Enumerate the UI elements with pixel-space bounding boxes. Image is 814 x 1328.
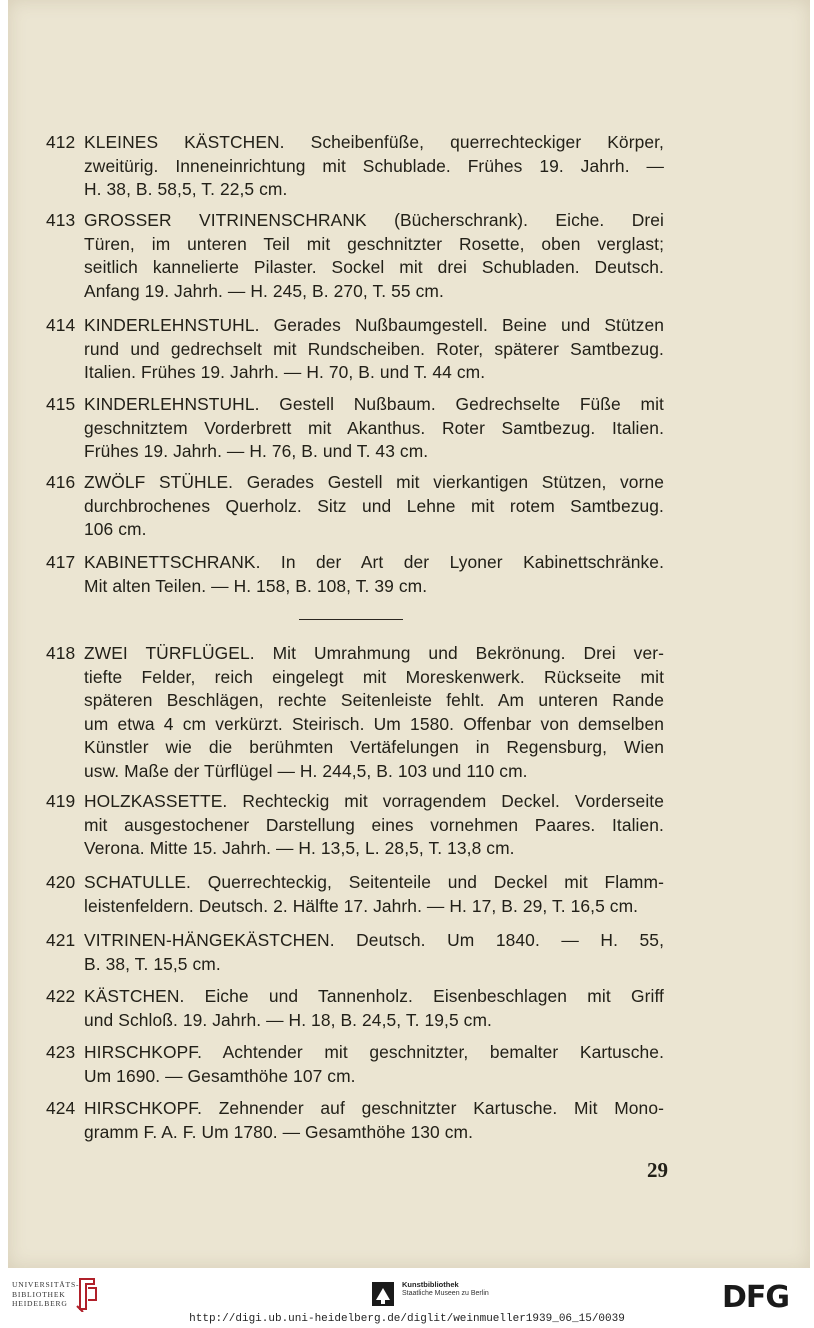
entry-line: KINDERLEHNSTUHL. Gestell Nußbaum. Gedrechselte Füße mit <box>84 394 664 414</box>
entry-line: und Schloß. 19. Jahrh. — H. 18, B. 24,5, T. 19,5 cm. <box>84 1009 492 1030</box>
entry-description <box>84 1097 664 1144</box>
entry-line: tiefte Felder, reich eingelegt mit Moreskenwerk. Rückseite mit <box>84 666 664 687</box>
entry-line: ZWÖLF STÜHLE. Gerades Gestell mit vierkantigen Stützen, vorne <box>84 472 664 492</box>
entry-number: 413 <box>46 210 76 230</box>
entry-line: usw. Maße der Türflügel — H. 244,5, B. 103 und 110 cm. <box>84 760 528 781</box>
entry-number: 414 <box>46 315 76 335</box>
entry-line: durchbrochenes Querholz. Sitz und Lehne mit rotem Samtbezug. <box>84 495 664 516</box>
entry-line: leistenfeldern. Deutsch. 2. Hälfte 17. Jahrh. — H. 17, B. 29, T. 16,5 cm. <box>84 895 639 916</box>
entry-line: HOLZKASSETTE. Rechteckig mit vorragendem Deckel. Vorderseite <box>84 791 664 811</box>
ub-emblem-icon <box>74 1276 100 1312</box>
kunstbibliothek-title: Kunstbibliothek <box>402 1280 459 1289</box>
entry-number: 418 <box>46 643 76 663</box>
entry-line: Mit alten Teilen. — H. 158, B. 108, T. 39 cm. <box>84 575 428 596</box>
entry-line: GROSSER VITRINENSCHRANK (Bücherschrank). Eiche. Drei <box>84 210 664 230</box>
entry-line: KÄSTCHEN. Eiche und Tannenholz. Eisenbeschlagen mit Griff <box>84 986 664 1006</box>
entry-line: Türen, im unteren Teil mit geschnitzter Rosette, oben verglast; <box>84 233 664 254</box>
entry-number: 424 <box>46 1098 76 1118</box>
entry-description <box>84 314 664 385</box>
entry-number: 412 <box>46 132 76 152</box>
entry-description <box>84 790 664 861</box>
ub-logo-line-2: BIBLIOTHEK <box>12 1289 66 1299</box>
entry-line: späteren Beschlägen, rechte Seitenleiste fehlt. Am unteren Rande <box>84 690 664 710</box>
entry-description <box>84 1041 664 1088</box>
source-url-link[interactable]: http://digi.ub.uni-heidelberg.de/diglit/weinmueller1939_06_15/0039 <box>189 1313 625 1325</box>
entry-number: 422 <box>46 986 76 1006</box>
catalog-entries <box>8 0 810 1180</box>
entry-line: Um 1690. — Gesamthöhe 107 cm. <box>84 1065 356 1086</box>
entry-line: VITRINEN-HÄNGEKÄSTCHEN. Deutsch. Um 1840. — H. 55, <box>84 930 664 950</box>
entry-description <box>84 551 664 598</box>
entry-number: 421 <box>46 930 76 950</box>
ub-heidelberg-logo[interactable] <box>12 1280 102 1310</box>
entry-description <box>84 393 664 464</box>
kunstbibliothek-logo[interactable] <box>372 1280 512 1310</box>
entry-number: 415 <box>46 394 76 414</box>
entry-line: rund und gedrechselt mit Rundscheiben. Roter, späterer Samtbezug. <box>84 338 664 359</box>
footer-bar <box>0 1268 814 1328</box>
section-separator <box>299 619 403 620</box>
entry-description <box>84 642 664 783</box>
entry-description <box>84 471 664 542</box>
entry-line: KABINETTSCHRANK. In der Art der Lyoner Kabinettschränke. <box>84 552 664 572</box>
entry-number: 419 <box>46 791 76 811</box>
entry-line: seitlich kannelierte Pilaster. Sockel mit drei Schubladen. Deutsch. <box>84 257 664 277</box>
entry-line: Anfang 19. Jahrh. — H. 245, B. 270, T. 55 cm. <box>84 280 444 301</box>
entry-number: 423 <box>46 1042 76 1062</box>
entry-line: HIRSCHKOPF. Achtender mit geschnitzter, bemalter Kartusche. <box>84 1042 664 1062</box>
kunstbibliothek-icon <box>372 1282 394 1306</box>
entry-line: ZWEI TÜRFLÜGEL. Mit Umrahmung und Bekrönung. Drei ver- <box>84 643 664 663</box>
entry-line: KLEINES KÄSTCHEN. Scheibenfüße, querrechteckiger Körper, <box>84 132 664 152</box>
entry-line: gramm F. A. F. Um 1780. — Gesamthöhe 130 cm. <box>84 1121 474 1142</box>
entry-description <box>84 929 664 976</box>
entry-description <box>84 985 664 1032</box>
ub-logo-line-3: HEIDELBERG <box>12 1299 68 1308</box>
entry-line: Verona. Mitte 15. Jahrh. — H. 13,5, L. 28,5, T. 13,8 cm. <box>84 838 515 858</box>
entry-line: um etwa 4 cm verkürzt. Steirisch. Um 1580. Offenbar von demselben <box>84 713 664 734</box>
entry-line: geschnitztem Vorderbrett mit Akanthus. Roter Samtbezug. Italien. <box>84 417 664 438</box>
entry-line: Italien. Frühes 19. Jahrh. — H. 70, B. und T. 44 cm. <box>84 362 486 382</box>
entry-number: 416 <box>46 472 76 492</box>
entry-line: KINDERLEHNSTUHL. Gerades Nußbaumgestell. Beine und Stützen <box>84 315 664 335</box>
entry-number: 420 <box>46 872 76 892</box>
dfg-logo[interactable]: DFG <box>722 1280 790 1315</box>
entry-line: H. 38, B. 58,5, T. 22,5 cm. <box>84 179 288 199</box>
entry-line: 106 cm. <box>84 519 147 539</box>
entry-line: zweitürig. Inneneinrichtung mit Schublade. Frühes 19. Jahrh. — <box>84 155 664 176</box>
entry-line: B. 38, T. 15,5 cm. <box>84 953 221 974</box>
kunstbibliothek-subtitle: Staatliche Museen zu Berlin <box>402 1290 489 1297</box>
entry-line: Künstler wie die berühmten Vertäfelungen in Regensburg, Wien <box>84 737 664 757</box>
entry-line: Frühes 19. Jahrh. — H. 76, B. und T. 43 cm. <box>84 441 429 461</box>
entry-line: mit ausgestochener Darstellung eines vornehmen Paares. Italien. <box>84 814 664 835</box>
entry-description <box>84 871 664 918</box>
scanned-page <box>8 0 810 1268</box>
entry-description <box>84 209 664 303</box>
ub-logo-line-1: UNIVERSITÄTS- <box>12 1280 80 1289</box>
entry-line: SCHATULLE. Querrechteckig, Seitenteile und Deckel mit Flamm- <box>84 872 664 892</box>
entry-number: 417 <box>46 552 76 572</box>
entry-line: HIRSCHKOPF. Zehnender auf geschnitzter Kartusche. Mit Mono- <box>84 1098 664 1118</box>
page-number: 29 <box>647 1158 668 1182</box>
entry-description <box>84 131 664 202</box>
